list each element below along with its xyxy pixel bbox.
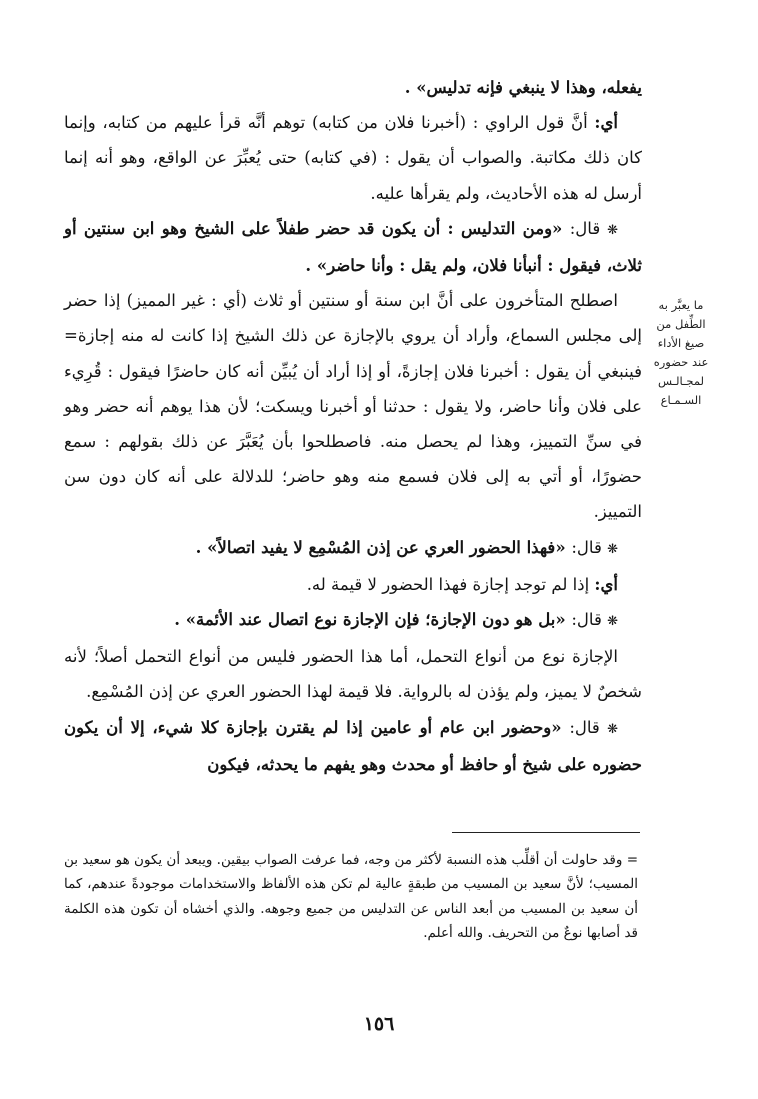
quote-1-text: «ومن التدليس : أن يكون قد حضر طفلاً على الشيخ وهو ابن سنتين أو ثلاث، فيقول : أنبأنا فلان، ولم يقل : وأنا حاضر» . xyxy=(64,218,642,276)
quote-4 xyxy=(64,710,642,782)
paragraph-5: الإجازة نوع من أنواع التحمل، أما هذا الحضور فليس من أنواع التحمل أصلاً؛ لأنه شخصٌ لا يميز، ولم يؤذن له بالرواية. فلا قيمة لهذا الحضور العري عن إذن المُسْمِع. xyxy=(64,647,642,702)
quote-marker-icon: ❋ xyxy=(607,222,618,238)
footnote-text: = وقد حاولت أن أقلِّب هذه النسبة لأكثر من وجه، فما عرفت الصواب بيقين. ويبعد أن يكون هو سعيد بن المسيب؛ لأنَّ سعيد بن المسيب من طبقةٍ عالية لم تكن هذه الألفاظ والاستخدامات موجودةً عندهم، كما أن سعيد بن المسيب من أبعد الناس عن التدليس من جميع وجوهه. والذي أخشاه أن تكون هذه الكلمة قد أصابها نوعٌ من التحريف. والله أعلم. xyxy=(64,852,639,941)
quote-marker-icon: ❋ xyxy=(607,614,618,630)
quote-4-text: «وحضور ابن عام أو عامين إذا لم يقترن بإجازة كلا شيء، إلا أن يكون حضوره على شيخ أو حافظ أو محدث وهو يفهم ما يحدثه، فيكون xyxy=(64,717,642,774)
paragraph-2-lead: أي: xyxy=(594,113,618,133)
quote-4-said: قال: xyxy=(569,717,608,737)
paragraph-3: اصطلح المتأخرون على أنَّ ابن سنة أو سنتين أو ثلاث (أي : غير المميز) إذا حضر إلى مجلس السماع، وأراد أن يروي بالإجازة عن ذلك الشيخ إذا كانت له منه إجازة= فينبغي أن يقول : أخبرنا فلان إجازةً، أو إذا أراد أن يُبيِّن أنه كان حاضرًا فيقول : قُرِيء على فلان وأنا حاضر، ولا يقول : حدثنا أو أخبرنا ويسكت؛ لأن هذا يوهم أنه حضر وهو في سنِّ التمييز، وهذا لم يحصل منه. فاصطلحوا بأن يُعَبَّرَ عن ذلك بقولهم : سمع حضورًا، أو أتي به إلى فلان فسمع منه وهو حاضر؛ للدلالة على أنه كان دون سن التمييز. xyxy=(64,291,642,522)
margin-note-line: ما يعبَّر به xyxy=(658,298,704,312)
paragraph-2-text: أنَّ قول الراوي : (أخبرنا فلان من كتابه) توهم أنَّه قرأ عليهم من كتابه، وإنما كان ذلك مكاتبة. والصواب أن يقول : (في كتابه) حتى يُعبِّرَ عن الواقع، وهو أنه إنما أرسل له هذه الأحاديث، ولم يقرأها عليه. xyxy=(64,113,642,203)
paragraph-1: يفعله، وهذا لا ينبغي فإنه تدليس» . xyxy=(404,78,642,97)
quote-1-said: قال: xyxy=(569,218,608,238)
main-text xyxy=(64,70,642,782)
margin-note-line: الطِّفل من xyxy=(656,317,706,331)
quote-marker-icon: ❋ xyxy=(607,721,618,737)
paragraph-4 xyxy=(64,567,642,602)
quote-2 xyxy=(64,530,642,567)
quote-3 xyxy=(64,602,642,639)
quote-marker-icon: ❋ xyxy=(607,541,618,557)
paragraph-2 xyxy=(64,105,642,211)
footnote xyxy=(64,848,638,945)
margin-note-line: صيغ الأداء xyxy=(657,336,705,350)
paragraph-4-text: إذا لم توجد إجازة فهذا الحضور لا قيمة له. xyxy=(306,574,595,594)
paragraph-4-lead: أي: xyxy=(594,574,618,594)
quote-3-said: قال: xyxy=(571,610,608,630)
quote-1 xyxy=(64,211,642,283)
quote-3-text: «بل هو دون الإجازة؛ فإن الإجازة نوع اتصال عند الأئمة» . xyxy=(174,610,572,630)
quote-2-text: «فهذا الحضور العري عن إذن المُسْمِع لا يفيد اتصالاً» . xyxy=(195,537,572,557)
margin-note xyxy=(650,296,712,410)
quote-2-said: قال: xyxy=(571,537,608,557)
footnote-separator xyxy=(452,832,640,833)
margin-note-line: لمجـالـس xyxy=(658,374,704,388)
page-number: ١٥٦ xyxy=(363,1013,395,1035)
margin-note-line: السـمـاع xyxy=(660,393,702,407)
margin-note-line: عند حضوره xyxy=(653,355,709,369)
